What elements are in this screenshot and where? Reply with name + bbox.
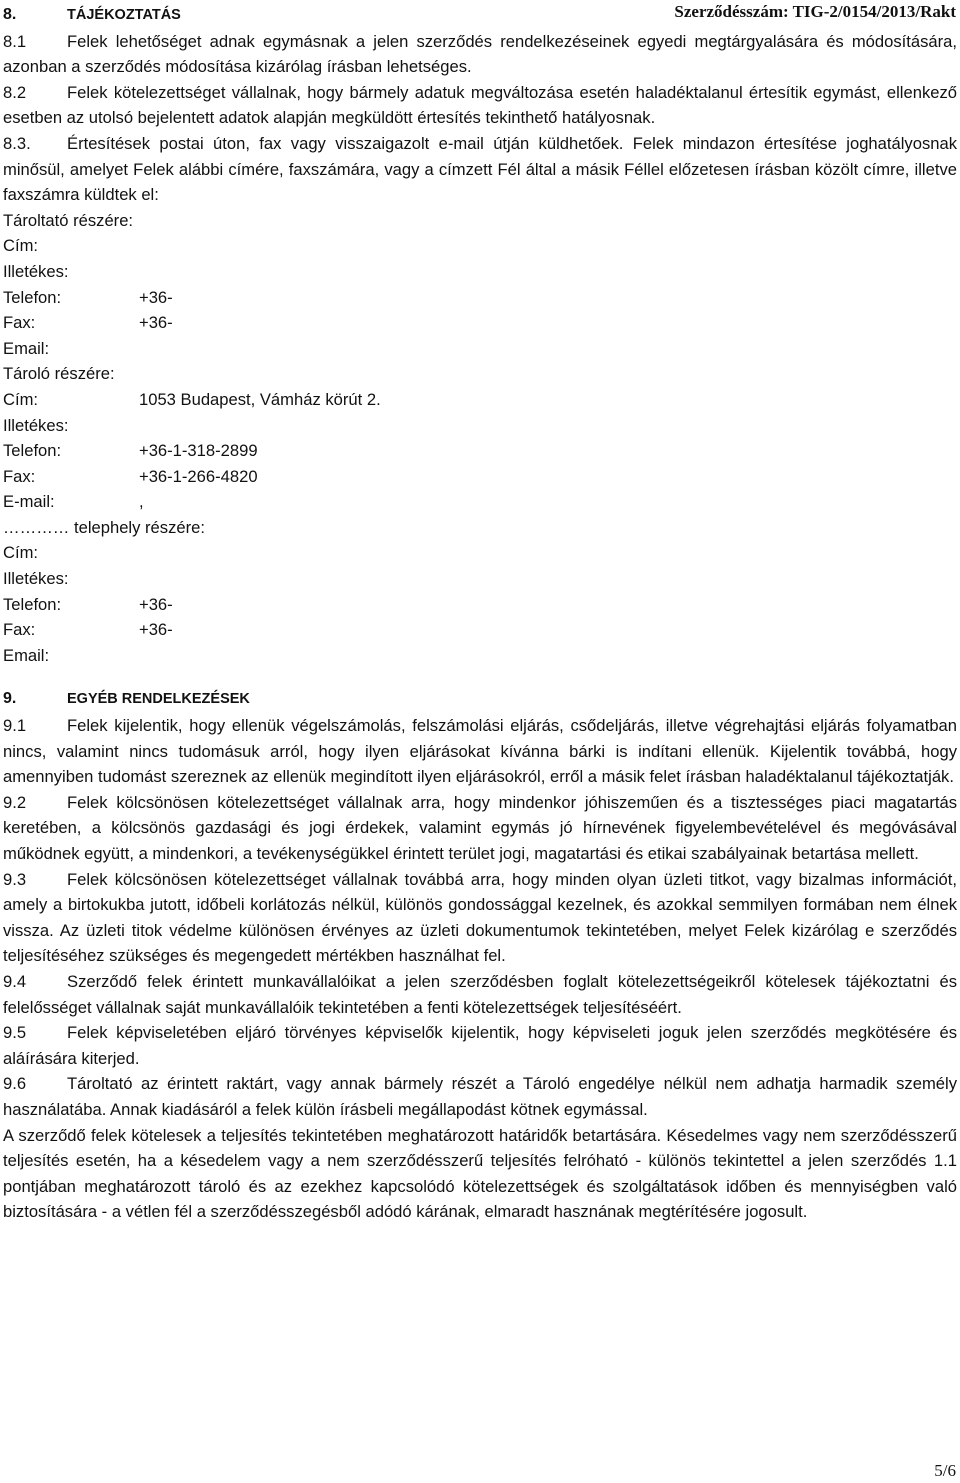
section-9-heading [3,686,957,713]
page-number: 5/6 [934,1461,956,1480]
contact-telephely-phone [3,592,957,618]
address-value: 1053 Budapest, Vámház körút 2. [139,389,381,409]
fax-label: Fax: [3,620,36,640]
paragraph-9-5-number: 9.5 [3,1023,27,1043]
paragraph-8-3-text: Értesítések postai úton, fax vagy visszaigazolt e-mail útján küldhetőek. Felek mindazon értesítése joghatályosnak minősül, amelyet Felek alábbi címére, faxszámára, vagy a címzett Fél által a másik Féllel előzetesen írásban közölt címre, illetve faxszámra küldtek el: [3,133,957,205]
paragraph-8-2-text: Felek kötelezettséget vállalnak, hogy bármely adatuk megváltozása esetén haladéktalanul értesítik egymást, ellenkező esetben az utolsó bejelentett adatok alapján megküldött értesítés tekinthető hatályosnak. [3,82,957,128]
paragraph-9-3-number: 9.3 [3,869,27,889]
phone-value: +36- [139,287,173,307]
paragraph-9-2 [3,790,957,867]
fax-value: +36- [139,313,173,333]
paragraph-8-2-number: 8.2 [3,82,27,102]
authorized-label: Illetékes: [3,261,69,281]
paragraph-9-7: A szerződő felek kötelesek a teljesítés tekintetében meghatározott határidők betartására. Késedelmes vagy nem szerződésszerű teljesítés esetén, ha a késedelem vagy a nem szerződésszerű teljesítés felróható - különös tekintettel a jelen szerződés 1.1 pontjában meghatározott tároló és az ezekhez kapcsolódó kötelezettségek és szolgáltatások időben és mennyiségben való biztosítására - a vétlen fél a szerződésszegésből adódó kárának, elmaradt hasznának megtérítésére jogosult. [3,1125,957,1222]
contract-number: Szerződésszám: TIG-2/0154/2013/Rakt [674,2,956,21]
section-9-title: EGYÉB RENDELKEZÉSEK [67,691,250,708]
contact-taroltato-title: Tároltató részére: [3,210,134,230]
fax-label: Fax: [3,313,36,333]
paragraph-8-1 [3,29,957,80]
contact-tarolo-fax [3,464,957,490]
fax-value: +36- [139,620,173,640]
paragraph-9-1-text: Felek kijelentik, hogy ellenük végelszámolás, felszámolási eljárás, csődeljárás, illetve végrehajtási eljárás folyamatban nincs, valamint nincs tudomásuk arról, hogy ilyen eljárásokat kívánna bárki is indítani ellenük. Kijelentik továbbá, hogy amennyiben tudomást szereznek az ellenük megindított ilyen eljárásokról, erről a másik felet írásban haladéktalanul tájékoztatják. [3,716,957,787]
address-label: Cím: [3,236,39,256]
contact-telephely-email [3,643,957,669]
email-label: Email: [3,645,50,665]
contact-tarolo-email [3,489,957,515]
section-8-number: 8. [3,6,17,23]
fax-label: Fax: [3,466,36,486]
paragraph-9-5 [3,1020,957,1071]
paragraph-9-4-number: 9.4 [3,971,27,991]
section-8-title: TÁJÉKOZTATÁS [67,7,181,23]
contact-tarolo-address [3,387,957,413]
paragraph-9-3-text: Felek kölcsönösen kötelezettséget vállalnak továbbá arra, hogy minden olyan üzleti titkot, vagy bizalmas információt, amely a birtokukba jutott, időbeli korlátozás nélkül, különös gondossággal kezelnek, és azokkal semmilyen formában nem élnek vissza. Az üzleti titok védelme különösen érvényes az üzleti dokumentumok tekintetében, melyet Felek kizárólag e szerződés teljesítéséhez szükséges és megengedett mértékben használhat fel. [3,869,957,966]
authorized-label: Illetékes: [3,415,69,435]
email-label: E-mail: [3,492,55,512]
fax-value: +36-1-266-4820 [139,466,258,486]
paragraph-8-3-number: 8.3. [3,133,31,153]
email-label: Email: [3,338,50,358]
email-value: , [139,492,144,512]
contact-telephely-title: ………… telephely részére: [3,517,205,537]
paragraph-9-6-text: Tároltató az érintett raktárt, vagy annak bármely részét a Tároló engedélye nélkül nem adhatja harmadik személy használatába. Annak kiadásáról a felek külön írásbeli megállapodást kötnek egymással. [3,1074,957,1119]
address-label: Cím: [3,389,39,409]
paragraph-9-5-text: Felek képviseletében eljáró törvényes képviselők kijelentik, hogy képviseleti joguk jelen szerződés megkötésére és aláírására kiterjed. [3,1023,957,1068]
section-9-number: 9. [3,690,17,708]
paragraph-8-1-number: 8.1 [3,31,27,51]
contact-tarolo-phone [3,438,957,464]
contact-telephely-authorized [3,566,957,592]
paragraph-9-2-text: Felek kölcsönösen kötelezettséget vállalnak arra, hogy mindenkor jóhiszeműen és a tisztességes piaci magatartás keretében, a kölcsönös gazdasági és jogi érdekek, valamint egymás jó hírnevének figyelembevételével és megóvásával működnek együtt, a mindenkori, a tevékenységükkel érintett terület jogi, magatartási és etikai szabályainak betartása mellett. [3,792,957,863]
paragraph-9-4 [3,969,957,1020]
contact-taroltato-authorized [3,259,957,285]
paragraph-8-1-text: Felek lehetőséget adnak egymásnak a jelen szerződés rendelkezéseinek egyedi megtárgyalására és módosítására, azonban a szerződés módosítása kizárólag írásban lehetséges. [3,31,957,77]
authorized-label: Illetékes: [3,569,69,589]
phone-value: +36-1-318-2899 [139,441,258,461]
paragraph-8-2 [3,80,957,131]
contact-telephely-fax [3,617,957,643]
contact-taroltato-address [3,233,957,259]
paragraph-9-6 [3,1071,957,1122]
contact-taroltato-fax [3,310,957,336]
section-8-heading [3,2,957,29]
phone-value: +36- [139,594,173,614]
paragraph-9-1 [3,713,957,790]
phone-label: Telefon: [3,441,62,461]
paragraph-9-1-number: 9.1 [3,716,27,736]
contact-telephely-address [3,540,957,566]
contact-tarolo-title: Tároló részére: [3,364,115,384]
address-label: Cím: [3,543,39,563]
phone-label: Telefon: [3,594,62,614]
contact-tarolo-authorized [3,413,957,439]
contact-taroltato-email [3,336,957,362]
contact-taroltato-phone [3,285,957,311]
section-spacer [3,668,957,686]
paragraph-8-3 [3,131,957,208]
paragraph-9-4-text: Szerződő felek érintett munkavállalóikat a jelen szerződésben foglalt kötelezettségeikről kötelesek tájékoztatni és felelősséget vállalnak saját munkavállalóik tekintetében a fenti kötelezettségek teljesítéséért. [3,971,957,1017]
paragraph-9-2-number: 9.2 [3,792,27,812]
paragraph-9-6-number: 9.6 [3,1074,27,1094]
phone-label: Telefon: [3,287,62,307]
paragraph-9-3 [3,867,957,969]
